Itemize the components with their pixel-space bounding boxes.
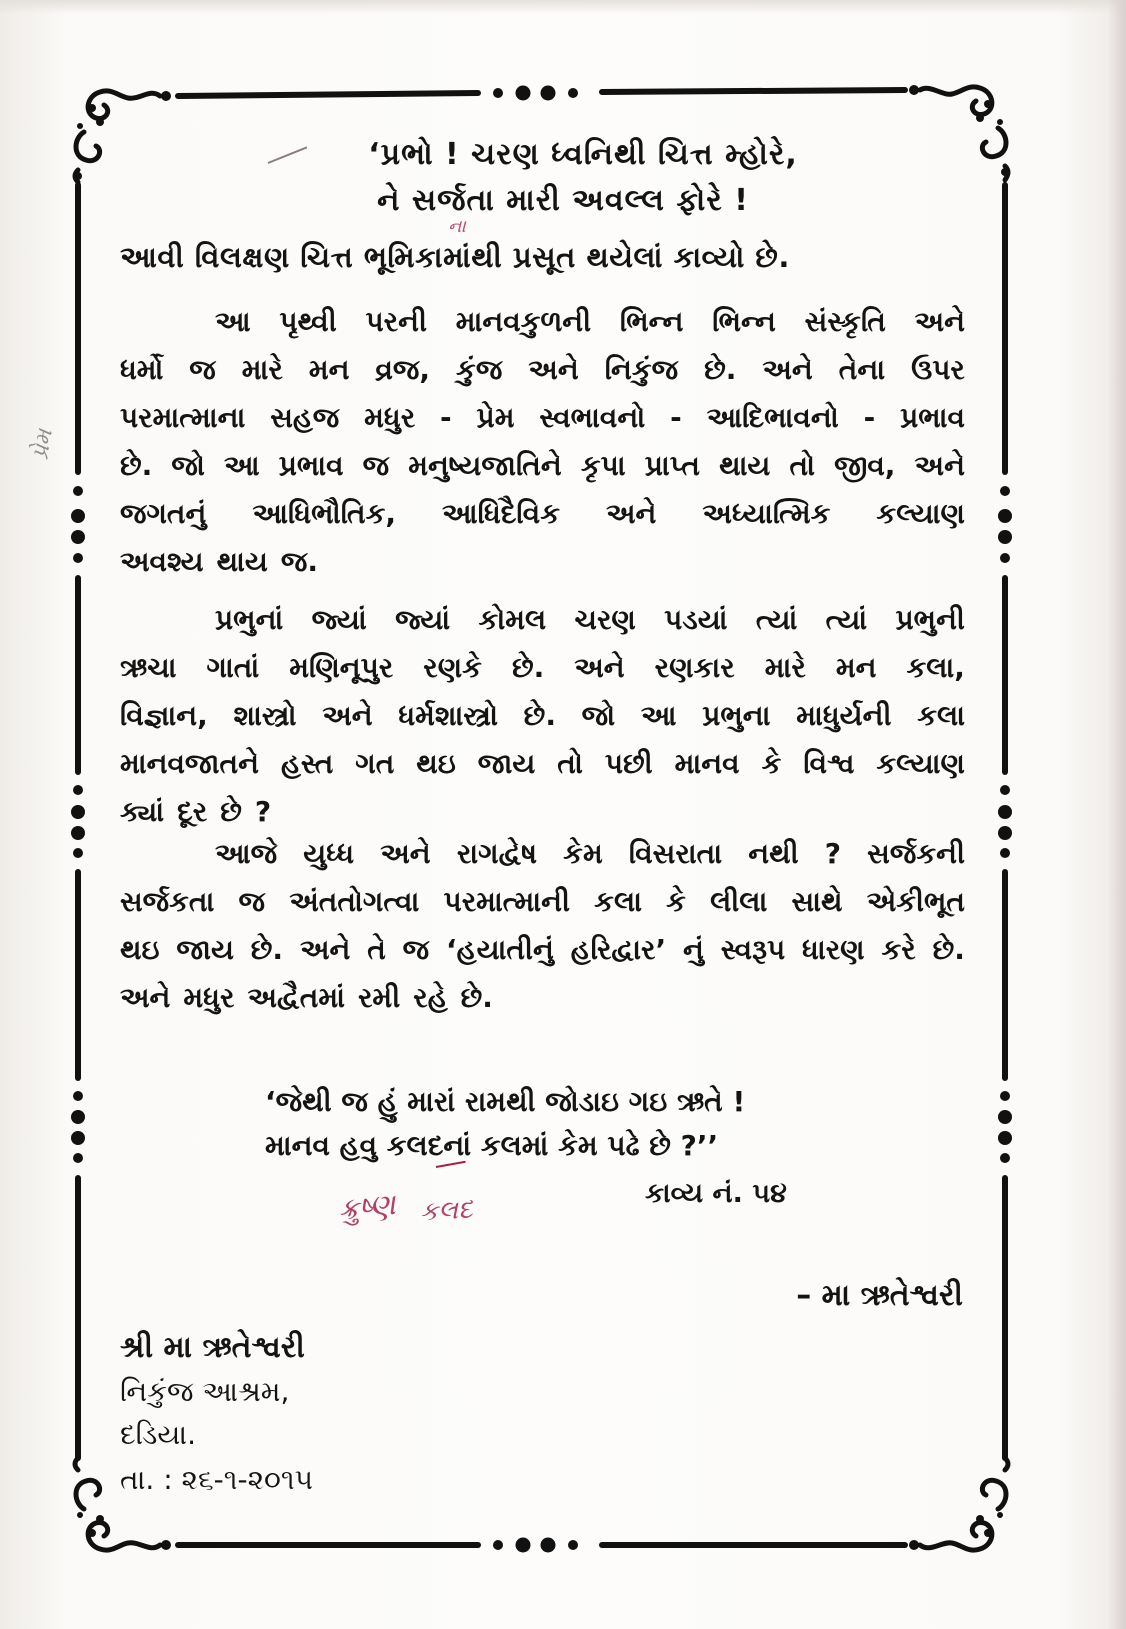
word: પરમાત્માના xyxy=(120,401,246,434)
word: થઇ xyxy=(416,747,456,780)
word: ક્યાં xyxy=(120,795,165,828)
word: આધિભૌતિક, xyxy=(252,497,397,530)
paragraph-3 xyxy=(120,830,965,1022)
word: માનવકુળની xyxy=(455,305,592,338)
closing-quote xyxy=(265,1080,745,1168)
signature: – મા ઋતેશ્વરી xyxy=(796,1278,963,1313)
word: કલ્યાણ xyxy=(876,497,965,530)
word: અને xyxy=(380,837,431,870)
word: છે. xyxy=(120,449,153,482)
word: જ xyxy=(362,449,390,482)
word: જ xyxy=(402,933,430,966)
word: એકીભૂત xyxy=(866,885,965,918)
handwritten-annotation-1: ક્રુષ્ણ xyxy=(336,1187,398,1228)
word: સહજ xyxy=(270,401,340,434)
word: તે xyxy=(367,933,386,966)
word: રહે xyxy=(413,981,448,1014)
closing-quote-line-1: ‘જેથી જ હું મારાં રામથી જોડાઇ ગઇ ઋતે ! xyxy=(265,1085,746,1118)
handwritten-annotation-above-intro: ના xyxy=(448,216,466,237)
word: કોમલ xyxy=(478,603,547,636)
word: આજે xyxy=(215,837,278,870)
word: આ xyxy=(640,699,677,732)
word: અને xyxy=(299,933,351,966)
word: છે. xyxy=(523,699,556,732)
word: કલા xyxy=(917,699,965,732)
word: કે xyxy=(666,885,686,918)
word: કૃપા xyxy=(580,449,626,482)
word: પૃથ્વી xyxy=(279,305,337,338)
word: થઇ xyxy=(120,933,160,966)
word: ભિન્ન xyxy=(712,305,776,338)
word: કુંજ xyxy=(456,353,503,386)
paragraph-line xyxy=(120,346,965,394)
paragraph-line xyxy=(120,538,965,586)
word: મન xyxy=(835,651,877,684)
word: તેના xyxy=(838,353,886,386)
word: જગતનું xyxy=(120,497,207,530)
word: છે. xyxy=(460,981,493,1014)
word: અંતતોગત્વા xyxy=(289,885,420,918)
word: ? xyxy=(824,837,842,870)
paragraph-line xyxy=(120,394,965,442)
word: ‘હયાતીનું xyxy=(446,933,554,966)
word: આદિભાવનો xyxy=(706,401,839,434)
paragraph-line xyxy=(120,442,965,490)
word: થાય xyxy=(216,545,268,578)
word: નું xyxy=(683,933,704,966)
word: છે xyxy=(220,795,242,828)
epigraph xyxy=(0,132,1126,224)
word: ચરણ xyxy=(574,603,636,636)
word: કે xyxy=(761,747,782,780)
word: છે. xyxy=(932,933,965,966)
word: પ્રભુની xyxy=(895,603,965,636)
word: અવશ્ય xyxy=(120,545,204,578)
word: વિસરાતા xyxy=(628,837,723,870)
word: જીવ, xyxy=(834,449,896,482)
word: પ્રભાવ xyxy=(278,449,344,482)
word: કલ્યાણ xyxy=(876,747,965,780)
word: જ્યાં xyxy=(311,603,367,636)
word: અને xyxy=(762,353,813,386)
word: જાય xyxy=(477,747,536,780)
word: અને xyxy=(605,497,657,530)
word: અને xyxy=(574,651,625,684)
word: માનવજાતને xyxy=(120,747,259,780)
word: - xyxy=(670,401,682,434)
paragraph-2 xyxy=(120,596,965,836)
word: અધ્યાત્મિક xyxy=(702,497,831,530)
word: પ્રાપ્ત xyxy=(644,449,700,482)
paragraph-line xyxy=(120,740,965,788)
word: માધુર્યની xyxy=(796,699,892,732)
corner-flourish-bottom-right xyxy=(920,1458,1008,1550)
word: રણકે xyxy=(423,651,482,684)
word: અને xyxy=(322,699,373,732)
word: અને xyxy=(120,981,171,1014)
word: પ્રભુના xyxy=(702,699,771,732)
word: અદ્વૈતમાં xyxy=(247,981,345,1014)
word: કલા xyxy=(594,885,642,918)
word: અને xyxy=(914,305,965,338)
word: નિકુંજ xyxy=(604,353,679,386)
word: જો xyxy=(581,699,616,732)
word: તો xyxy=(557,747,583,780)
word: મન xyxy=(308,353,350,386)
address-date: તા. : ૨૬-૧-૨૦૧૫ xyxy=(120,1463,314,1496)
handwritten-annotation-2: કલદ xyxy=(419,1194,474,1228)
word: લીલા xyxy=(710,885,768,918)
word: દૂર xyxy=(177,795,208,828)
word: આ xyxy=(223,449,260,482)
paragraph-1 xyxy=(120,298,965,586)
word: કલા, xyxy=(906,651,965,684)
word: સ્વરૂપ xyxy=(720,933,786,966)
word: આધિદૈવિક xyxy=(442,497,560,530)
address-line-2: દડિયા. xyxy=(120,1418,197,1451)
paragraph-line xyxy=(120,878,965,926)
poem-number: કાવ્ય નં. ૫૪ xyxy=(645,1178,787,1209)
word: છે. xyxy=(704,353,737,386)
word: પરની xyxy=(365,305,428,338)
word: આ xyxy=(215,305,251,338)
word: મારે xyxy=(764,651,806,684)
word: સ્વભાવનો xyxy=(539,401,646,434)
word: - xyxy=(863,401,876,434)
paragraph-line xyxy=(120,788,965,836)
word: શાસ્ત્રો xyxy=(233,699,297,732)
closing-quote-line-2: માનવ હવુ કલદનાં કલમાં કેમ પઢે છે ?’’ xyxy=(265,1129,719,1162)
paragraph-line xyxy=(120,596,965,644)
word: ત્યાં xyxy=(755,603,798,636)
word: પ્રભુનાં xyxy=(215,603,284,636)
paragraph-line xyxy=(120,298,965,346)
epigraph-line-1: ‘પ્રભો ! ચરણ ધ્વનિથી ચિત્ત મ્હોરે, xyxy=(368,137,798,172)
word: ? xyxy=(254,795,272,828)
word: હસ્ત xyxy=(280,747,334,780)
word: જાય xyxy=(176,933,234,966)
word: છે. xyxy=(250,933,284,966)
handwritten-annotation-margin: પ્રેમ xyxy=(28,427,58,462)
word: વિજ્ઞાન, xyxy=(120,699,208,732)
word: સર્જકતા xyxy=(120,885,215,918)
word: મારે xyxy=(241,353,283,386)
word: સર્જકની xyxy=(867,837,965,870)
intro-line: આવી વિલક્ષણ ચિત્ત ભૂમિકામાંથી પ્રસૂત થયેલાં કાવ્યો છે. xyxy=(120,240,790,274)
word: અને xyxy=(528,353,579,386)
word: છે. xyxy=(511,651,545,684)
paragraph-line xyxy=(120,490,965,538)
word: પરમાત્માની xyxy=(443,885,570,918)
word: કેમ xyxy=(563,837,603,870)
address-name: શ્રી મા ઋતેશ્વરી xyxy=(120,1330,305,1365)
word: રમી xyxy=(357,981,401,1014)
word: જ xyxy=(238,885,266,918)
word: ગત xyxy=(355,747,395,780)
word: ધારણ xyxy=(802,933,865,966)
word: પ્રેમ xyxy=(476,401,515,434)
word: પ્રભાવ xyxy=(900,401,965,434)
word: મધુર xyxy=(364,401,416,434)
word: અને xyxy=(914,449,965,482)
word: મણિનૂપુર xyxy=(289,651,394,684)
word: ઋચા xyxy=(120,651,177,684)
paragraph-line xyxy=(120,830,965,878)
word: સંસ્કૃતિ xyxy=(804,305,886,338)
word: મધુર xyxy=(183,981,235,1014)
paragraph-line xyxy=(120,644,965,692)
paragraph-line xyxy=(120,692,965,740)
word: સાથે xyxy=(791,885,843,918)
word: રણકાર xyxy=(654,651,735,684)
word: કરે xyxy=(881,933,916,966)
word: ધર્મશાસ્ત્રો xyxy=(398,699,498,732)
word: જો xyxy=(171,449,205,482)
word: - xyxy=(440,401,452,434)
word: જ. xyxy=(280,545,318,578)
paragraph-line xyxy=(120,974,965,1022)
word: રાગદ્વેષ xyxy=(456,837,538,870)
word: થાય xyxy=(719,449,771,482)
word: ધર્મો xyxy=(120,353,164,386)
word: પડયાં xyxy=(664,603,728,636)
word: યુધ્ધ xyxy=(303,837,355,870)
word: જ xyxy=(189,353,216,386)
word: માનવ xyxy=(674,747,740,780)
word: નથી xyxy=(748,837,799,870)
epigraph-line-2: ને સર્જતા મારી અવલ્લ ફોરે ! xyxy=(377,183,749,218)
address-line-1: નિકુંજ આશ્રમ, xyxy=(120,1375,290,1408)
word: મનુષ્યજાતિને xyxy=(408,449,562,482)
word: ભિન્ન xyxy=(619,305,684,338)
word: ત્યાં xyxy=(825,603,868,636)
word: જ્યાં xyxy=(395,603,451,636)
word: તો xyxy=(789,449,816,482)
paragraph-line xyxy=(120,926,965,974)
word: પછી xyxy=(604,747,653,780)
word: વિશ્વ xyxy=(803,747,855,780)
word: ગાતાં xyxy=(206,651,260,684)
word: હરિદ્વાર’ xyxy=(570,933,667,966)
word: ઉપર xyxy=(911,353,965,386)
word: વ્રજ, xyxy=(375,353,431,386)
